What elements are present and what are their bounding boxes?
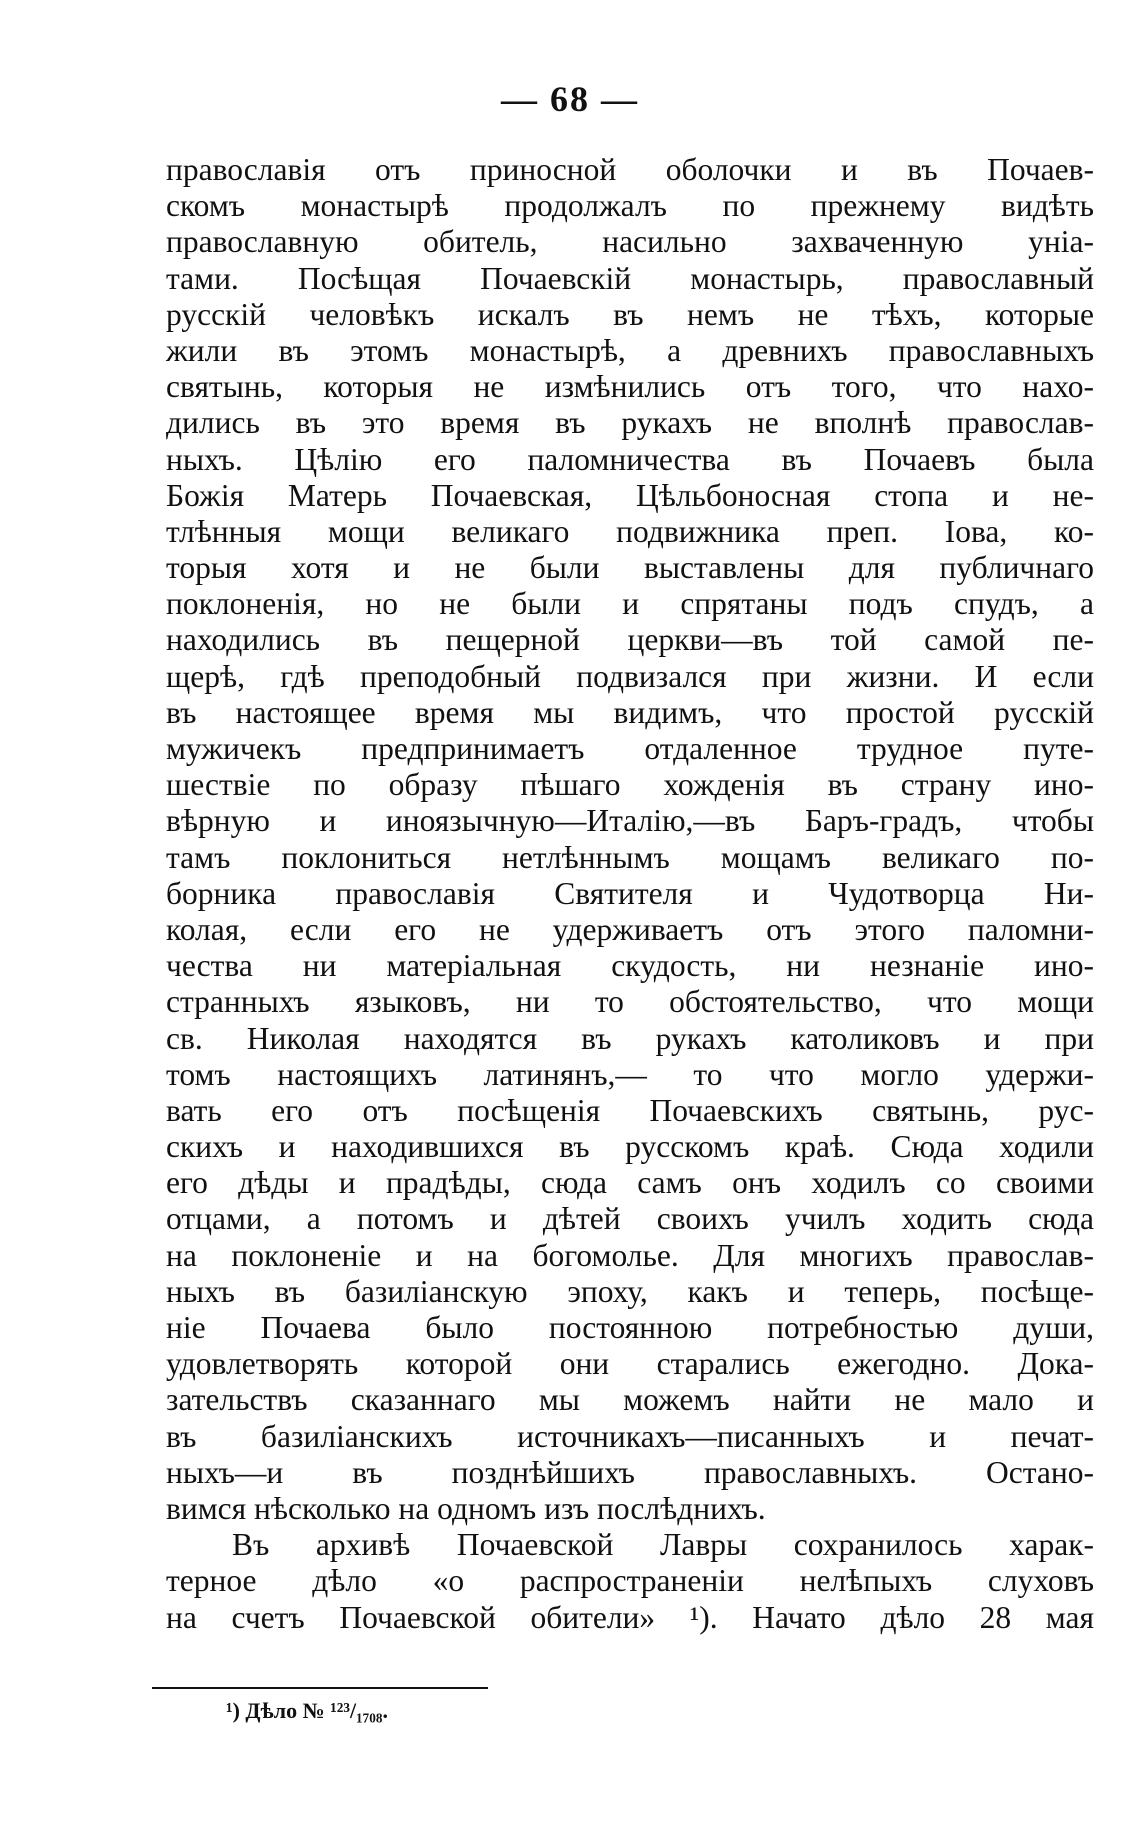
text-line: отцами, а потомъ и дѣтей своихъ училъ ходить сюда — [166, 1201, 1094, 1237]
text-line: тамъ поклониться нетлѣннымъ мощамъ великаго по- — [166, 839, 1094, 875]
text-line: чества ни матеріальная скудость, ни незнаніе ино- — [166, 948, 1094, 984]
text-line: Божія Матерь Почаевская, Цѣльбоносная стопа и не- — [166, 477, 1094, 513]
text-line: мужичекъ предпринимаетъ отдаленное трудное путе- — [166, 731, 1094, 766]
text-line: вимся нѣсколько на одномъ изъ послѣднихъ. — [166, 1490, 766, 1526]
text-line: ніе Почаева было постоянною потребностью души, — [166, 1310, 1094, 1345]
text-line: жили въ этомъ монастырѣ, а древнихъ православныхъ — [166, 332, 1094, 368]
text-line: ныхъ въ базиліанскую эпоху, какъ и теперь, посѣще- — [166, 1273, 1094, 1309]
text-line: ныхъ. Цѣлію его паломничества въ Почаевъ была — [166, 441, 1094, 477]
text-line: щерѣ, гдѣ преподобный подвизался при жизни. И если — [166, 658, 1094, 694]
text-line: въ базиліанскихъ источникахъ—писанныхъ и печат- — [166, 1418, 1094, 1454]
body-text — [166, 152, 1094, 1636]
text-line: удовлетворять которой они старались ежегодно. Дока- — [166, 1346, 1094, 1382]
text-line: православія отъ приносной оболочки и въ Почаев- — [166, 152, 1094, 187]
text-line: его дѣды и прадѣды, сюда самъ онъ ходилъ со своими — [166, 1165, 1094, 1201]
text-line: на поклоненіе и на богомолье. Для многихъ православ- — [166, 1237, 1094, 1273]
text-line: торыя хотя и не были выставлены для публичнаго — [166, 550, 1094, 586]
text-line: терное дѣло «о распространеніи нелѣпыхъ слуховъ — [166, 1563, 1094, 1599]
text-line: тами. Посѣщая Почаевскій монастырь, православный — [166, 260, 1094, 296]
text-line: борника православія Святителя и Чудотворца Ни- — [166, 875, 1094, 911]
text-line: святынь, которыя не измѣнились отъ того, что нахо- — [166, 369, 1094, 405]
text-line: св. Николая находятся въ рукахъ католиковъ и при — [166, 1020, 1094, 1056]
text-line: православную обитель, насильно захваченную уніа- — [166, 224, 1094, 260]
text-line: Въ архивѣ Почаевской Лавры сохранилось харак- — [232, 1527, 1094, 1563]
text-line: поклоненія, но не были и спрятаны подъ спудъ, а — [166, 586, 1094, 622]
text-line: вать его отъ посѣщенія Почаевскихъ святынь, рус- — [166, 1092, 1094, 1128]
text-line: шествіе по образу пѣшаго хожденія въ страну ино- — [166, 767, 1094, 803]
text-line: въ настоящее время мы видимъ, что простой русскій — [166, 694, 1094, 730]
text-line: зательствъ сказаннаго мы можемъ найти не мало и — [166, 1382, 1094, 1418]
text-line: колая, если его не удерживаетъ отъ этого паломни- — [166, 911, 1094, 947]
text-line: томъ настоящихъ латинянъ,— то что могло удержи- — [166, 1056, 1094, 1092]
text-line: находились въ пещерной церкви—въ той самой пе- — [166, 622, 1094, 658]
text-line: дились въ это время въ рукахъ не вполнѣ православ- — [166, 405, 1094, 441]
footnote: ¹) Дѣло № ¹²³/₁₇₀₈. — [226, 1698, 388, 1723]
text-line: странныхъ языковъ, ни то обстоятельство, что мощи — [166, 984, 1094, 1020]
text-line: на счетъ Почаевской обители» ¹). Начато дѣло 28 мая — [166, 1599, 1094, 1635]
text-line: скомъ монастырѣ продолжалъ по прежнему видѣть — [166, 188, 1094, 224]
text-line: ныхъ—и въ позднѣйшихъ православныхъ. Остано- — [166, 1454, 1094, 1490]
text-line: русскій человѣкъ искалъ въ немъ не тѣхъ, которые — [166, 296, 1094, 332]
paragraph — [166, 1527, 1094, 1636]
footnote-rule — [152, 1687, 488, 1689]
text-line: тлѣнныя мощи великаго подвижника преп. Іова, ко- — [166, 513, 1094, 549]
text-line: вѣрную и иноязычную—Италію,—въ Баръ-градъ, чтобы — [166, 803, 1094, 839]
page-number: — 68 — — [501, 79, 639, 119]
paragraph — [166, 152, 1094, 1527]
text-line: скихъ и находившихся въ русскомъ краѣ. Сюда ходили — [166, 1129, 1094, 1165]
